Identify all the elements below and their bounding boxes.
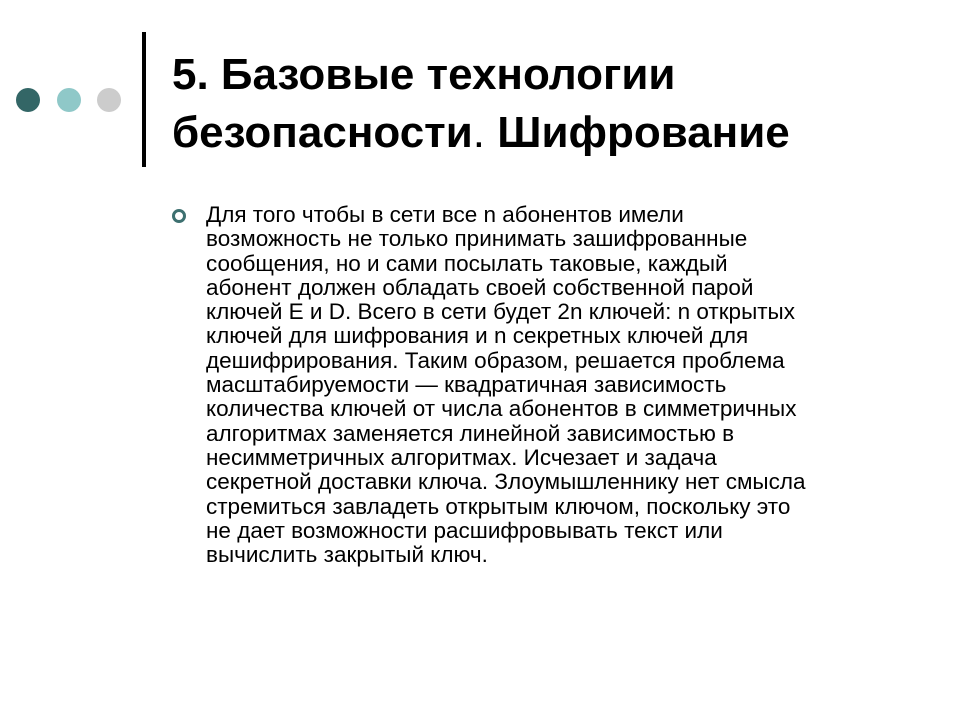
body-line: ключей для шифрования и n секретных ключей для: [206, 323, 749, 349]
body-line: масштабируемости — квадратичная зависимость: [206, 372, 727, 398]
body-line: вычислить закрытый ключ.: [206, 542, 488, 568]
title-word: безопасности: [172, 108, 473, 157]
title-line-1: 5. Базовые технологии: [172, 50, 676, 99]
body-line: несимметричных алгоритмах. Исчезает и задача: [206, 444, 717, 470]
body-line: абонент должен обладать своей собственной парой: [206, 274, 754, 300]
title-word: Шифрование: [485, 108, 790, 157]
decor-dot-light: [57, 88, 81, 112]
slide-title: [172, 46, 790, 162]
title-period: .: [472, 108, 485, 157]
decor-dot-gray: [97, 88, 121, 112]
bullet-icon: [172, 209, 186, 223]
body-line: алгоритмах заменяется линейной зависимостью в: [206, 420, 735, 446]
body-line: количества ключей от числа абонентов в симметричных: [206, 396, 797, 422]
body-line: секретной доставки ключа. Злоумышленнику нет смысла: [206, 469, 806, 495]
body-line: сообщения, но и сами посылать таковые, каждый: [206, 250, 728, 276]
slide-body-text: [206, 203, 805, 567]
body-line: возможность не только принимать зашифрованные: [206, 226, 748, 252]
body-line: стремиться завладеть открытым ключом, поскольку это: [206, 493, 791, 519]
body-line: не дает возможности расшифровывать текст или: [206, 517, 723, 543]
body-line: ключей E и D. Всего в сети будет 2n ключей: n открытых: [206, 299, 795, 325]
body-line: Для того чтобы в сети все n абонентов имели: [206, 202, 684, 227]
title-line-2: [172, 104, 790, 162]
title-divider: [142, 32, 146, 167]
decor-dot-dark: [16, 88, 40, 112]
body-line: дешифрирования. Таким образом, решается проблема: [206, 347, 785, 373]
